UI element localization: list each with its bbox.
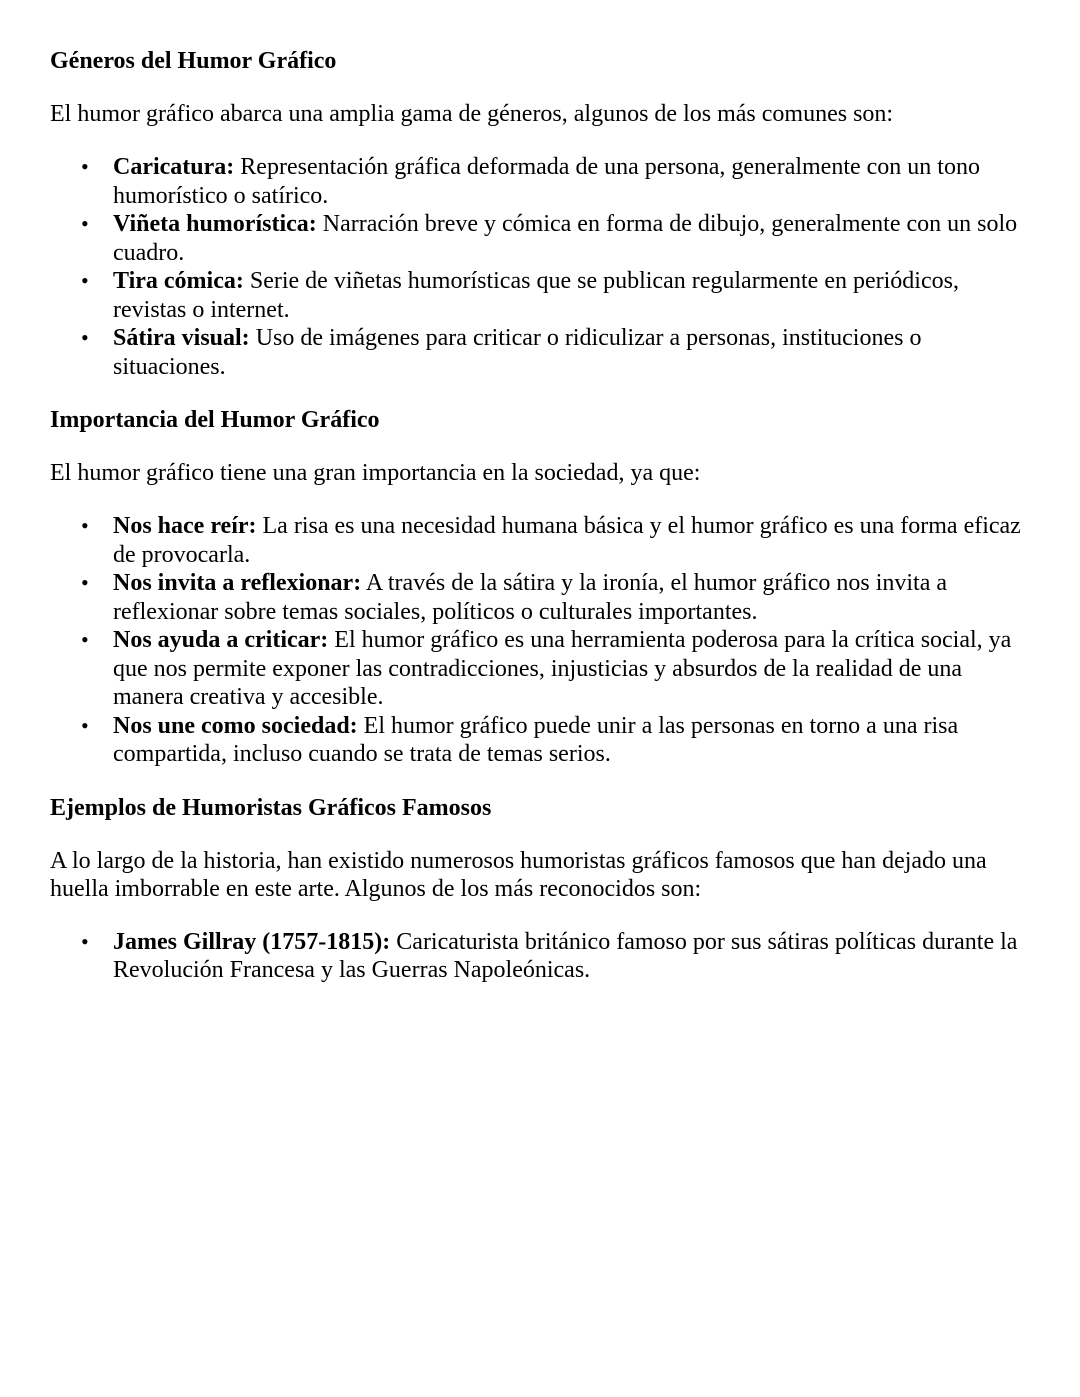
item-text: Representación gráfica deformada de una persona, generalmente con un tono humorístico o satírico.: [113, 154, 980, 209]
item-term: Tira cómica:: [113, 268, 244, 294]
list-item: [50, 210, 1035, 267]
item-text: Uso de imágenes para criticar o ridiculizar a personas, instituciones o situaciones.: [113, 325, 922, 380]
bullet-icon: •: [81, 268, 89, 293]
item-text: La risa es una necesidad humana básica y el humor gráfico es una forma eficaz de provocarla.: [113, 513, 1021, 568]
list-item: [50, 712, 1035, 769]
bullet-icon: •: [81, 570, 89, 595]
bullet-icon: •: [81, 928, 89, 954]
bullet-list: [50, 153, 1035, 381]
bullet-icon: •: [81, 325, 89, 350]
item-term: Nos invita a reflexionar:: [113, 570, 362, 596]
bullet-icon: •: [81, 211, 89, 236]
list-item: [50, 512, 1035, 569]
item-text: El humor gráfico es una herramienta poderosa para la crítica social, ya que nos permite exponer las contradicciones, injusticias y absurdos de la realidad de una manera creativa y accesible.: [113, 627, 1012, 710]
bullet-icon: •: [81, 513, 89, 538]
bullet-list: [50, 512, 1035, 769]
item-term: Nos ayuda a criticar:: [113, 627, 329, 653]
bullet-icon: •: [81, 712, 89, 738]
item-term: Caricatura:: [113, 154, 235, 180]
list-item: [50, 626, 1035, 712]
item-text: Caricaturista británico famoso por sus sátiras políticas durante la Revolución Francesa y las Guerras Napoleónicas.: [113, 928, 1018, 983]
list-item: [50, 569, 1035, 626]
item-text: Narración breve y cómica en forma de dibujo, generalmente con un solo cuadro.: [113, 211, 1018, 266]
item-term: Sátira visual:: [113, 325, 250, 351]
item-text: El humor gráfico puede unir a las personas en torno a una risa compartida, incluso cuando se trata de temas serios.: [113, 712, 959, 767]
list-item: [50, 928, 1035, 985]
section-intro: El humor gráfico tiene una gran importancia en la sociedad, ya que:: [50, 460, 701, 486]
section-heading: Géneros del Humor Gráfico: [50, 48, 337, 74]
list-item: [50, 267, 1035, 324]
item-term: Nos hace reír:: [113, 513, 257, 539]
section-intro: El humor gráfico abarca una amplia gama de géneros, algunos de los más comunes son:: [50, 101, 894, 127]
list-item: [50, 153, 1035, 210]
item-term: Nos une como sociedad:: [113, 712, 358, 739]
item-text: Serie de viñetas humorísticas que se publican regularmente en periódicos, revistas o internet.: [113, 268, 959, 323]
section-heading: Ejemplos de Humoristas Gráficos Famosos: [50, 794, 492, 821]
section-heading: Importancia del Humor Gráfico: [50, 407, 380, 433]
item-text: A través de la sátira y la ironía, el humor gráfico nos invita a reflexionar sobre temas sociales, políticos o culturales importantes.: [113, 570, 948, 625]
document-page: [50, 47, 1035, 985]
bullet-icon: •: [81, 627, 89, 652]
bullet-list: [50, 928, 1035, 985]
item-term: James Gillray (1757-1815):: [113, 928, 391, 955]
item-term: Viñeta humorística:: [113, 211, 317, 237]
list-item: [50, 324, 1035, 381]
bullet-icon: •: [81, 154, 89, 179]
section-intro: A lo largo de la historia, han existido numerosos humoristas gráficos famosos que han dejado una huella imborrable en este arte. Algunos de los más reconocidos son:: [50, 847, 987, 902]
